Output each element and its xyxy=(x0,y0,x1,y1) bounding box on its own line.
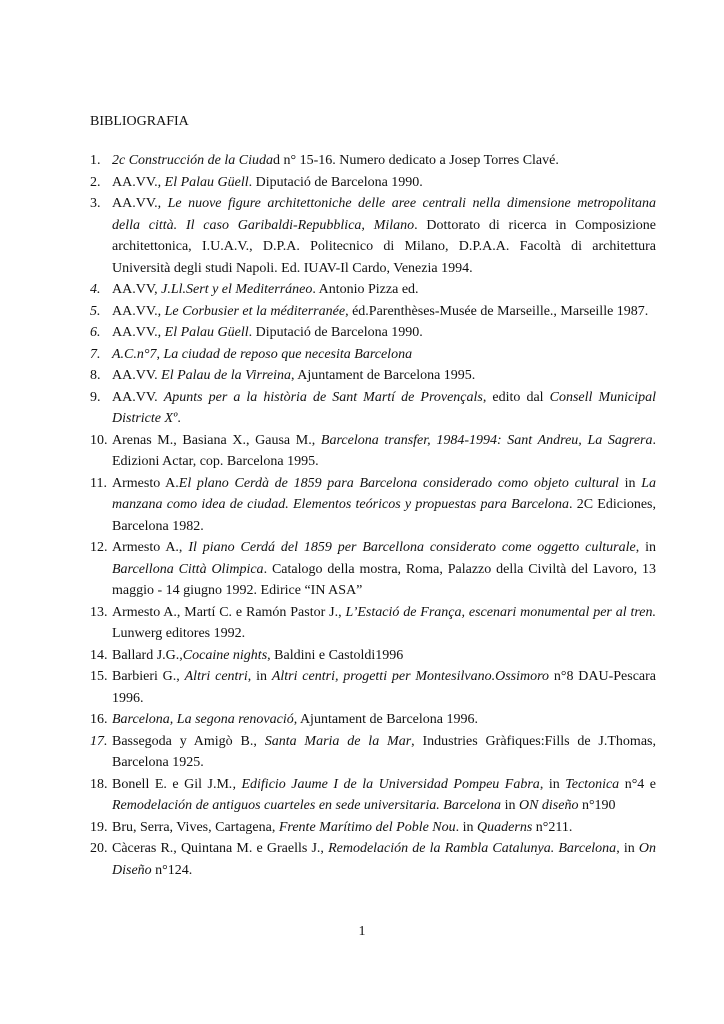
bibliography-entry xyxy=(90,301,656,323)
entry-text-segment: Armesto A., Martí C. e Ramón Pastor J., xyxy=(112,604,346,620)
entry-text-segment: in xyxy=(618,475,642,491)
bibliography-entry xyxy=(90,731,656,774)
entry-text-segment: AA.VV., xyxy=(112,196,168,211)
entry-text xyxy=(112,666,656,709)
page-number: 1 xyxy=(358,924,366,939)
entry-text-segment: d n° 15-16. Numero dedicato a Josep Torres Clavé. xyxy=(273,153,559,168)
entry-title-segment: ., Edificio Jaume I de la Universidad Pompeu Fabra xyxy=(228,776,540,792)
entry-title-segment: Le Corbusier et la méditerranée xyxy=(164,303,346,319)
entry-number: 12. xyxy=(90,540,108,555)
entry-text-segment: , éd.Parenthèses-Musée de Marseille., Marseille 1987. xyxy=(345,303,649,319)
entry-number: 13. xyxy=(90,604,108,620)
entry-text xyxy=(112,301,656,323)
bibliography-entry xyxy=(90,666,656,709)
bibliography-list xyxy=(90,150,656,881)
entry-number: 10. xyxy=(90,432,108,448)
entry-text-segment: , in xyxy=(635,540,656,555)
bibliography-entry xyxy=(90,172,656,194)
entry-number: 16. xyxy=(90,712,108,727)
entry-text-segment: n°211. xyxy=(532,819,573,835)
entry-text-segment: Bonell E. e Gil J.M xyxy=(112,776,229,792)
entry-text-segment: Bru, Serra, Vives, Cartagena, xyxy=(112,819,279,835)
entry-number: 17. xyxy=(90,733,108,749)
entry-text-segment: , in xyxy=(616,841,639,856)
bibliography-entry xyxy=(90,344,656,366)
bibliography-entry xyxy=(90,838,656,881)
entry-title-segment: La manzana como idea de ciudad. Elementos teóricos y propuestas para Barcelona xyxy=(112,475,657,512)
entry-text-segment: Barbieri G., xyxy=(112,669,185,684)
entry-text xyxy=(112,387,656,430)
entry-title-segment: L’Estació de França, escenari monumental per al tren. xyxy=(345,604,656,620)
entry-title-segment: El Palau Güell xyxy=(164,325,249,340)
entry-text xyxy=(112,344,656,366)
entry-title-segment: La ciudad de reposo que necesita Barcelona xyxy=(163,346,413,362)
bibliography-entry xyxy=(90,602,656,645)
entry-text-segment: , Baldini e Castoldi1996 xyxy=(267,647,404,663)
entry-text-segment: AA.VV., xyxy=(112,325,165,340)
entry-title-segment: Barcellona Città Olimpica xyxy=(112,561,264,577)
entry-title-segment: On Diseño xyxy=(112,841,657,878)
entry-title-segment: 2c Construcción de la Ciuda xyxy=(112,153,273,168)
bibliography-entry xyxy=(90,430,656,473)
entry-text-segment: . Diputació de Barcelona 1990. xyxy=(248,174,423,190)
entry-text-segment: AA.VV., xyxy=(112,174,165,190)
entry-text-segment: Armesto A. xyxy=(112,475,179,491)
entry-title-segment: Tectonica xyxy=(565,776,620,792)
entry-text-segment: , in xyxy=(539,776,566,792)
entry-text xyxy=(112,817,656,839)
entry-number: 3. xyxy=(90,196,101,211)
entry-number: 15. xyxy=(90,669,108,684)
entry-title-segment: Apunts per a la història de Sant Martí de Provençals xyxy=(163,389,483,405)
entry-title-segment: Quaderns xyxy=(477,819,533,835)
entry-text-segment: AA.VV. xyxy=(112,368,162,383)
entry-text-segment: Armesto A., xyxy=(112,540,189,555)
entry-text xyxy=(112,473,656,538)
entry-text xyxy=(112,430,656,473)
entry-title-segment: Frente Marítimo del Poble Nou xyxy=(278,819,456,835)
entry-title-segment: Remodelación de la Rambla Catalunya. Barcelona xyxy=(328,841,617,856)
bibliography-entry xyxy=(90,645,656,667)
entry-number: 7. xyxy=(90,346,101,362)
entry-number: 14. xyxy=(90,647,108,663)
entry-text-segment: n°4 e xyxy=(619,776,657,792)
entry-text-segment: . in xyxy=(455,819,478,835)
entry-number: 2. xyxy=(90,174,101,190)
bibliography-entry xyxy=(90,150,656,172)
entry-title-segment: Le nuove figure architettoniche delle aree centrali nella dimensione metropolitana della città. Il caso Garibaldi-Repubblica, Milano xyxy=(112,196,657,233)
entry-text-segment: . Catalogo della mostra, Roma, Palazzo della Civiltà del Lavoro, 13 maggio - 14 giugno 1992. Edirice “IN ASA” xyxy=(112,561,656,598)
entry-text-segment: n°8 DAU-Pescara 1996. xyxy=(112,669,657,706)
entry-title-segment: Consell Municipal Districte Xº xyxy=(112,389,657,426)
entry-number: 19. xyxy=(90,819,108,835)
entry-text-segment: , in xyxy=(247,669,272,684)
entry-title-segment: Il piano Cerdá del 1859 per Barcellona considerato come oggetto culturale xyxy=(188,540,636,555)
entry-text-segment: , Ajuntament de Barcelona 1996. xyxy=(293,712,479,727)
entry-number: 1. xyxy=(90,153,101,168)
entry-text-segment: Ballard J.G., xyxy=(112,647,183,663)
bibliography-entry xyxy=(90,537,656,602)
bibliography-entry xyxy=(90,365,656,387)
entry-text xyxy=(112,537,656,602)
entry-title-segment: Barcelona transfer, 1984-1994: Sant Andreu, La Sagrera xyxy=(320,432,653,448)
entry-text xyxy=(112,838,656,881)
entry-text xyxy=(112,602,656,645)
entry-text-segment: , xyxy=(156,346,164,362)
entry-text-segment: in xyxy=(501,798,519,813)
entry-number: 11. xyxy=(90,475,107,491)
entry-text-segment: . 2C Ediciones, Barcelona 1982. xyxy=(112,497,657,534)
entry-text xyxy=(112,774,656,817)
entry-title-segment: El Palau Güell xyxy=(164,174,249,190)
bibliography-entry xyxy=(90,817,656,839)
entry-number: 6. xyxy=(90,325,101,340)
entry-text xyxy=(112,150,656,172)
entry-text-segment: . Dottorato di ricerca in Composizione architettonica, I.U.A.V., D.P.A. Politecnico di Milano, D.P.A.A. Facoltà di architettura Università degli studi Napoli. Ed. IUAV-Il Cardo, Venezia 1994. xyxy=(112,217,656,276)
bibliography-entry xyxy=(90,709,656,731)
entry-number: 20. xyxy=(90,841,108,856)
entry-text-segment: . Antonio Pizza ed. xyxy=(312,282,419,297)
entry-title-segment: El Palau de la Virreina xyxy=(161,368,292,383)
entry-text-segment: . xyxy=(177,411,181,426)
entry-text-segment: . Diputació de Barcelona 1990. xyxy=(248,325,423,340)
entry-title-segment: Santa Maria de la Mar xyxy=(264,733,412,749)
entry-title-segment: El plano Cerdà de 1859 para Barcelona considerado como objeto cultural xyxy=(178,475,619,491)
entry-text xyxy=(112,172,656,194)
entry-title-segment: Barcelona, La segona renovació xyxy=(112,712,294,727)
entry-text-segment: n°124. xyxy=(151,862,193,878)
bibliography-entry xyxy=(90,322,656,344)
entry-title-segment: A.C.n°7 xyxy=(112,346,157,362)
entry-title-segment: Altri centri, progetti per Montesilvano.Ossimoro xyxy=(271,669,550,684)
entry-text-segment: Lunwerg editores 1992. xyxy=(112,626,246,641)
entry-text-segment: . Edizioni Actar, cop. Barcelona 1995. xyxy=(112,432,656,469)
entry-text xyxy=(112,645,656,667)
entry-text-segment: , Ajuntament de Barcelona 1995. xyxy=(291,368,476,383)
entry-text-segment: n°190 xyxy=(578,798,616,813)
entry-text-segment: AA.VV., xyxy=(112,303,165,319)
entry-text xyxy=(112,279,656,301)
bibliography-entry xyxy=(90,193,656,279)
entry-text xyxy=(112,365,656,387)
entry-text xyxy=(112,709,656,731)
entry-text-segment: AA.VV, xyxy=(112,282,162,297)
page-title: BIBLIOGRAFIA xyxy=(90,114,189,129)
entry-number: 18. xyxy=(90,776,108,792)
bibliography-entry xyxy=(90,774,656,817)
entry-text xyxy=(112,322,656,344)
entry-text-segment: , edito dal xyxy=(482,389,550,405)
entry-text-segment: Arenas M., Basiana X., Gausa M., xyxy=(112,432,321,448)
entry-text xyxy=(112,731,656,774)
entry-title-segment: Remodelación de antiguos cuarteles en sede universitaria. Barcelona xyxy=(112,798,502,813)
entry-title-segment: Cocaine nights xyxy=(182,647,268,663)
bibliography-entry xyxy=(90,387,656,430)
entry-number: 4. xyxy=(90,282,101,297)
entry-text-segment: Càceras R., Quintana M. e Graells J., xyxy=(112,841,329,856)
entry-text-segment: Bassegoda y Amigò B., xyxy=(112,733,265,749)
entry-number: 9. xyxy=(90,389,101,405)
bibliography-entry xyxy=(90,473,656,538)
entry-title-segment: ON diseño xyxy=(518,798,579,813)
entry-text xyxy=(112,193,656,279)
entry-number: 5. xyxy=(90,303,101,319)
entry-text-segment: , Industries Gràfiques:Fills de J.Thomas, Barcelona 1925. xyxy=(112,733,656,770)
entry-title-segment: Altri centri xyxy=(184,669,248,684)
entry-title-segment: J.Ll.Sert y el Mediterráneo xyxy=(161,282,313,297)
entry-number: 8. xyxy=(90,368,101,383)
entry-text-segment: AA.VV. xyxy=(112,389,164,405)
bibliography-entry xyxy=(90,279,656,301)
